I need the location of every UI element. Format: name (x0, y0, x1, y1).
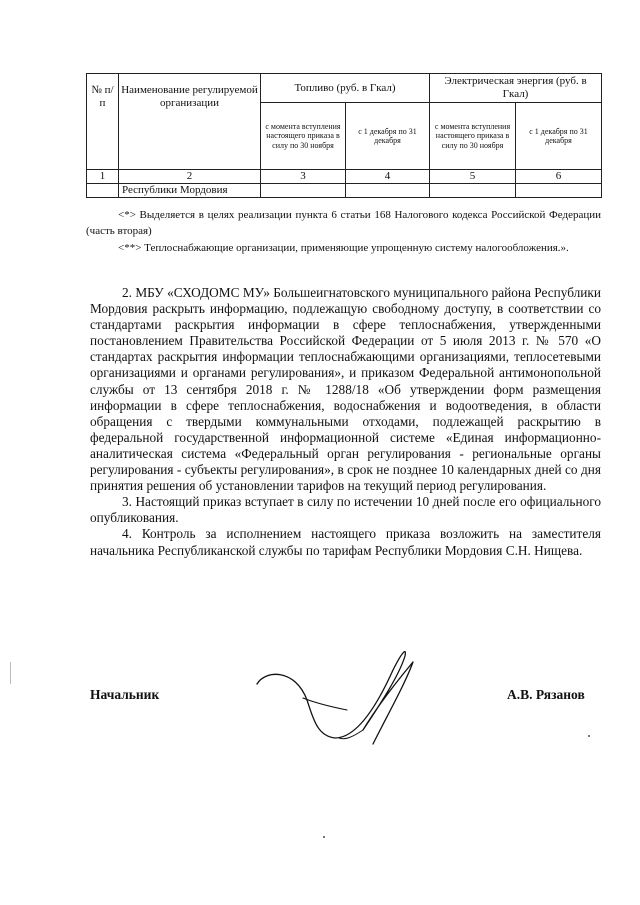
footnote-2: <**> Теплоснабжающие организации, применяющие упрощенную систему налогообложения.». (118, 242, 569, 254)
table-cell (261, 183, 346, 197)
paragraph: 2. МБУ «СХОДОМС МУ» Большеигнатовского муниципального района Республики Мордовия раскрыть информацию, подлежащую свободному доступу, в соответствии со стандартами раскрытия информации в сфере теплоснабжения, утвержденными постановлением Правительства Российской Федерации от 5 июля 2013 г. № 570 «О стандартах раскрытия информации теплоснабжающими организациями, теплосетевыми организациями и органами регулирования», и приказом Федеральной антимонопольной службы от 13 сентября 2018 г. № 1288/18 «Об утверждении форм размещения информации в сфере теплоснабжения, водоснабжения и водоотведения, в области обращения с твердыми коммунальными отходами, подлежащей раскрытию в федеральной государственной информационной системе «Единая информационно-аналитическая система «Федеральный орган регулирования - региональные органы регулирования - субъекты регулирования», в срок не позднее 10 календарных дней со дня принятия решения об установлении тарифов на текущий период регулирования. (90, 285, 601, 494)
header-fuel-to: с 1 декабря по 31 декабря (346, 103, 430, 170)
header-fuel-from: с момента вступления настоящего приказа в силу по 30 ноября (261, 103, 346, 170)
table-cell: 5 (430, 170, 516, 184)
table-cell: 4 (346, 170, 430, 184)
table-cell (87, 183, 119, 197)
footnote-1: <*> Выделяется в целях реализации пункта 6 статьи 168 Налогового кодекса Российской Федерации (часть вторая) (86, 209, 601, 237)
table-cell-organization: Республики Мордовия (119, 183, 261, 197)
table-cell: 3 (261, 170, 346, 184)
paragraph: 4. Контроль за исполнением настоящего приказа возложить на заместителя начальника Республиканской службы по тарифам Республики Мордовия С.Н. Нищева. (90, 526, 601, 558)
table-row (87, 183, 602, 197)
signatory-title: Начальник (90, 687, 160, 702)
table-cell (516, 183, 602, 197)
document-body (90, 285, 601, 559)
header-number: № п/п (87, 74, 119, 170)
signatory-name: А.В. Рязанов (507, 687, 585, 702)
scan-artifact (323, 836, 325, 838)
header-elec-to: с 1 декабря по 31 декабря (516, 103, 602, 170)
scan-artifact (588, 735, 590, 737)
table-cell: 1 (87, 170, 119, 184)
table-cell: 6 (516, 170, 602, 184)
header-organization: Наименование регулируемой организации (119, 74, 261, 170)
table-cell (430, 183, 516, 197)
table-cell (346, 183, 430, 197)
table-cell: 2 (119, 170, 261, 184)
handwritten-signature (255, 640, 425, 750)
header-fuel: Топливо (руб. в Гкал) (261, 74, 430, 103)
paragraph: 3. Настоящий приказ вступает в силу по истечении 10 дней после его официального опубликования. (90, 494, 601, 526)
tariff-table (86, 73, 602, 198)
scan-artifact (10, 662, 11, 684)
header-electricity: Электрическая энергия (руб. в Гкал) (430, 74, 602, 103)
header-elec-from: с момента вступления настоящего приказа в силу по 30 ноября (430, 103, 516, 170)
table-row-numbers (87, 170, 602, 184)
